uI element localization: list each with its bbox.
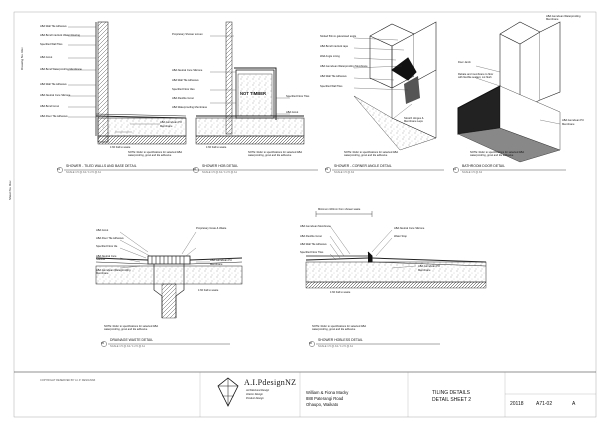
d1-note: ABA Bond Interlock Water Flooring: [40, 34, 80, 37]
d5-note: ABA Floor Tile Adhesive: [96, 237, 124, 240]
d6-note: ABA Flexible Grout: [300, 235, 322, 238]
sheet-number: A71-02: [536, 401, 553, 407]
d2-dimension: 1:60 Fall to waste: [206, 146, 227, 149]
d1-note: ABA Bond Waterproofing Membrane: [40, 68, 82, 71]
d2-scale: SCALE 1:5 @ A3 / 1:2.5 @ A1: [202, 171, 237, 174]
d3-note: ABA Wall Tile Adhesive: [320, 75, 347, 78]
firm-line: Architectural Design: [246, 389, 270, 392]
d5-title: DRAINAGE WASTE DETAIL: [110, 338, 154, 342]
d2-note: ABA Wall Tile Adhesive: [172, 79, 199, 82]
d5-scale: SCALE 1:5 @ A3 / 1:2.5 @ A1: [110, 345, 145, 348]
d5-note: Specified Floor tile: [96, 245, 118, 248]
d5-note: ABA Gemclean Waterproofing Membrane: [96, 269, 131, 275]
d4-note: Rebate and membrane to floor with flexible sealant, cut flush: [458, 73, 494, 79]
d5-right-note: Membrane: [210, 263, 223, 266]
d1-right-note: ABA Gemclean PU: [160, 121, 182, 124]
d4-right-note: ABA Gemclean PU: [562, 119, 584, 122]
d2-right-note: ABA Grout: [286, 111, 299, 114]
d1-right-note: Membrane: [160, 125, 173, 128]
d3-note: Wall Angle Lining: [320, 55, 340, 58]
d2-note: ABA Waterproofing Membrane: [172, 106, 208, 109]
d5-note: ABA Neutral Cure Silicone: [96, 255, 117, 261]
d2-note: Proprietary Shower screen: [172, 33, 203, 36]
d3-note: Slotted 50mm galvanised angle: [320, 35, 357, 38]
job-number: 20118: [510, 401, 524, 407]
d4-spec-note: NOTE: Refer to specifications for selected ABA waterproofing, grout and tile adhesive: [470, 151, 524, 157]
d6-right-note: ABA Neutral Cure Silicone: [394, 227, 425, 230]
d5-number: 05: [101, 341, 104, 345]
d1-title: SHOWER - TILED WALLS AND BASE DETAIL: [66, 164, 137, 168]
d6-right-note: ABA Gemclean PU: [418, 265, 440, 268]
d2-not-timber-label: NOT TIMBER: [240, 91, 267, 96]
d1-scale: SCALE 1:5 @ A3 / 1:2.5 @ A1: [66, 171, 101, 174]
d6-scale: SCALE 1:5 @ A3 / 1:2.5 @ A1: [318, 345, 353, 348]
title-block-lines: [14, 372, 596, 417]
d5-dimension: 1:60 Fall to waste: [198, 289, 219, 292]
client-address-2: Ohaupo, Waikato: [306, 402, 339, 407]
d4-note: ABA Gemclean Waterproofing Membrane: [546, 15, 581, 21]
d1-note: ABA Wall Tile Adhesive: [40, 83, 67, 86]
d6-top-dimension: Minimum 100mm from shower waste: [318, 208, 361, 211]
d6-spec-note: NOTE: Refer to specifications for selected ABA waterproofing, grout and tile adhesive: [312, 325, 366, 331]
d6-right-note: Membrane: [418, 269, 431, 272]
firm-logo: [218, 378, 238, 406]
d5-note: ABA Grout: [96, 229, 109, 232]
firm-line: Interior Design: [246, 393, 263, 396]
firm-name: A.I.PdesignNZ: [244, 378, 297, 387]
d4-scale: SCALE 1:5 @ A3: [462, 171, 482, 174]
d5-right-note: Proprietary Grate & Waste: [196, 227, 227, 230]
d3-scale: SCALE 1:5 @ A3: [334, 171, 354, 174]
d1-note: ABA Wall Tile Adhesive: [40, 25, 67, 28]
detail-04-drawing: [453, 22, 566, 173]
d3-title: SHOWER - CORNER ANGLE DETAIL: [334, 164, 392, 168]
d1-note: ABA Bond Grout: [40, 105, 60, 108]
d2-number: 02: [193, 167, 196, 171]
d1-dimension: 1:60 Fall to waste: [110, 146, 131, 149]
d1-note: Specified Wall Tiles: [40, 43, 63, 46]
d6-right-note: Water Stop: [394, 235, 407, 238]
d4-number: 04: [453, 167, 456, 171]
margin-note-2: Sheet No. Rev: [8, 180, 12, 200]
copyright-note: COPYRIGHT RESERVED BY A.I.P. DESIGNNZ: [40, 379, 96, 382]
revision: A: [572, 401, 576, 407]
d3-note: ABA Gemclean Waterproofing Membrane: [320, 65, 368, 68]
drawing-title-2: DETAIL SHEET 2: [432, 397, 472, 403]
firm-line: Product Design: [246, 397, 264, 400]
d1-note: ABA Grout: [40, 56, 53, 59]
d2-note: Specified Floor tiles: [172, 88, 195, 91]
d1-number: 01: [57, 167, 60, 171]
d3-note: ABA Bond Interlock tape: [320, 45, 349, 48]
d1-note: ABA Floor Tile Adhesive: [40, 115, 68, 118]
d3-note: Specified Wall Tiles: [320, 85, 343, 88]
d3-spec-note: NOTE: Refer to specifications for selected ABA waterproofing, grout and tile adhesive: [344, 151, 398, 157]
client-address-1: 888 Paterangi Road: [306, 396, 344, 401]
d3-number: 03: [325, 167, 328, 171]
margin-note: Drawing No. Rev: [20, 47, 24, 70]
d2-right-note: Specified Floor Tiles: [286, 95, 310, 98]
d6-dimension: 1:60 Fall to waste: [330, 291, 351, 294]
d4-right-note: Membrane: [562, 123, 575, 126]
d5-spec-note: NOTE: Refer to specifications for selected ABA waterproofing, grout and tile adhesive: [104, 325, 158, 331]
d6-number: 06: [309, 341, 312, 345]
d4-note: Door Jamb: [458, 61, 471, 64]
d2-note: ABA Flexible Grout: [172, 97, 194, 100]
drawing-title-1: TILING DETAILS: [432, 390, 470, 396]
d4-title: BATHROOM DOOR DETAIL: [462, 164, 506, 168]
d6-note: Specified Floor Tiles: [300, 251, 324, 254]
d2-note: ABA Neutral Cure Silicone: [172, 69, 203, 72]
d6-title: SHOWER HOBLESS DETAIL: [318, 338, 363, 342]
d1-note: ABA Neutral Cure Silicone: [40, 94, 71, 97]
d2-spec-note: NOTE: Refer to specifications for selected ABA waterproofing, grout and tile adhesive: [248, 151, 302, 157]
d3-left-note: Stretch Hinges & Membrane Laps: [404, 117, 424, 123]
d2-title: SHOWER HOB DETAIL: [202, 164, 239, 168]
client-name: William & Fiona Macky: [306, 390, 349, 395]
d5-right-note: ABA Gemclean PU: [210, 259, 232, 262]
d6-note: ABA Gemclean Membrane: [300, 225, 331, 228]
d6-note: ABA Wall Tile Adhesive: [300, 243, 327, 246]
d1-spec-note: NOTE: Refer to specifications for selected ABA waterproofing, grout and tile adhesive: [128, 151, 182, 157]
